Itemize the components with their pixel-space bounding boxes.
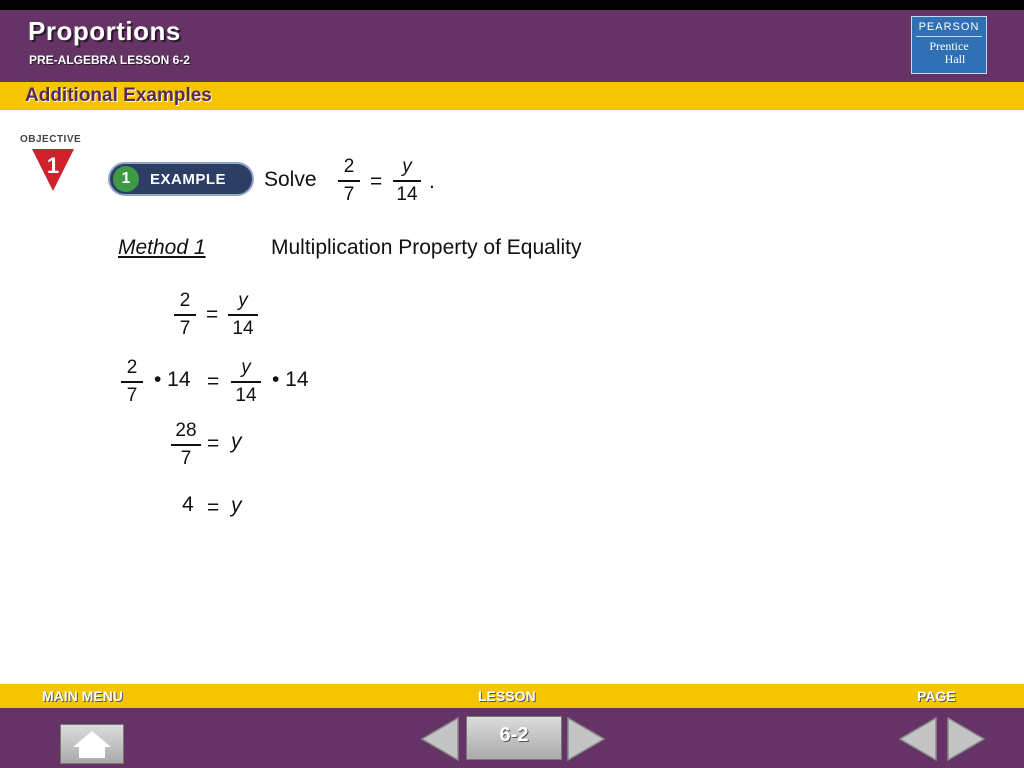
fraction-denominator: 7 (126, 384, 138, 406)
method-description: Multiplication Property of Equality (271, 236, 582, 259)
problem-equals: = (370, 170, 383, 193)
logo-divider (916, 36, 982, 37)
page-prev-button[interactable] (898, 716, 938, 762)
main-menu-label: MAIN MENU (42, 688, 123, 704)
step4-equals: = (207, 496, 220, 519)
step1-right-fraction (228, 290, 258, 340)
method-label: Method 1 (118, 236, 206, 259)
objective-number: 1 (46, 153, 60, 178)
section-band (0, 82, 1024, 110)
step2-times-left: • 14 (154, 368, 191, 391)
fraction-bar (228, 314, 258, 316)
step1-equals: = (206, 303, 219, 326)
fraction-denominator: 14 (396, 183, 418, 205)
fraction-bar (121, 381, 143, 383)
problem-period: . (429, 170, 435, 193)
step2-equals: = (207, 370, 220, 393)
objective-label: OBJECTIVE (20, 134, 82, 145)
fraction-denominator: 7 (343, 183, 355, 205)
step2-times-right: • 14 (272, 368, 309, 391)
example-number: 1 (113, 166, 139, 192)
page-subtitle: PRE-ALGEBRA LESSON 6-2 (29, 53, 190, 67)
objective-badge (20, 134, 90, 178)
footer-nav (0, 708, 1024, 768)
logo-line-1: PEARSON (918, 21, 980, 33)
page-label: PAGE (917, 688, 956, 704)
fraction-numerator: y (241, 357, 251, 378)
fraction-denominator: 7 (180, 447, 192, 469)
lesson-prev-button[interactable] (420, 716, 460, 762)
lesson-number-button[interactable]: 6-2 (466, 716, 562, 760)
objective-triangle-icon (30, 147, 76, 193)
example-label: EXAMPLE (150, 171, 227, 188)
step3-right: y (231, 430, 242, 453)
fraction-bar (171, 444, 201, 446)
fraction-denominator: 7 (179, 317, 191, 339)
publisher-logo (911, 16, 987, 74)
fraction-numerator: y (238, 290, 248, 311)
fraction-bar (174, 314, 196, 316)
problem-left-fraction (338, 156, 360, 206)
lesson-next-button[interactable] (566, 716, 606, 762)
fraction-bar (393, 180, 421, 182)
fraction-numerator: y (402, 156, 412, 177)
fraction-bar (338, 180, 360, 182)
step2-left-fraction (121, 357, 143, 407)
fraction-numerator: 2 (126, 357, 138, 378)
step1-left-fraction (174, 290, 196, 340)
lesson-label: LESSON (478, 688, 536, 704)
problem-right-fraction (393, 156, 421, 206)
home-icon (61, 725, 123, 763)
step3-equals: = (207, 432, 220, 455)
footer-label-band (0, 684, 1024, 708)
section-label: Additional Examples (25, 85, 212, 106)
logo-line-3: Hall (944, 52, 966, 66)
step3-left-fraction (171, 420, 201, 470)
fraction-bar (231, 381, 261, 383)
fraction-numerator: 2 (343, 156, 355, 177)
fraction-denominator: 14 (232, 317, 254, 339)
page-next-button[interactable] (946, 716, 986, 762)
step2-right-fraction (231, 357, 261, 407)
main-menu-button[interactable] (60, 724, 124, 764)
page-title: Proportions (28, 16, 181, 46)
fraction-numerator: 28 (175, 420, 197, 441)
fraction-denominator: 14 (235, 384, 257, 406)
top-border (0, 0, 1024, 10)
logo-line-2: Prentice (929, 39, 969, 53)
problem-verb: Solve (264, 168, 317, 191)
step4-left: 4 (182, 493, 194, 516)
step4-right: y (231, 494, 242, 517)
header-bar (0, 10, 1024, 82)
fraction-numerator: 2 (179, 290, 191, 311)
example-badge (108, 162, 254, 196)
